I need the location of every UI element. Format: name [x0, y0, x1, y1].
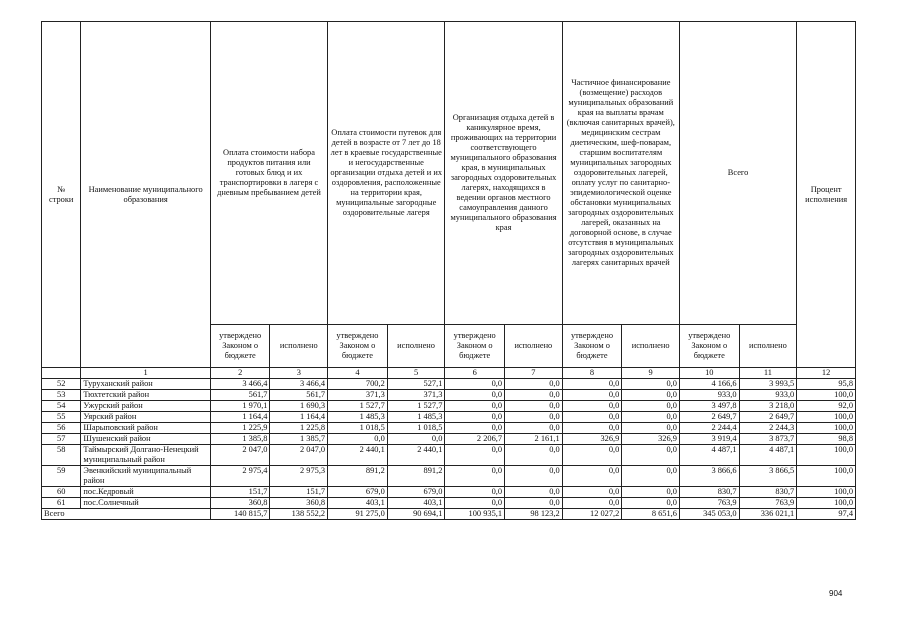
value-cell: 933,0: [679, 390, 739, 401]
value-cell: 0,0: [387, 434, 445, 445]
total-label: Всего: [42, 509, 211, 520]
value-cell: 0,0: [505, 412, 563, 423]
total-value-cell: 12 027,2: [562, 509, 622, 520]
value-cell: 891,2: [387, 466, 445, 487]
total-value-cell: 8 651,6: [622, 509, 680, 520]
row-number: 55: [42, 412, 81, 423]
value-cell: 561,7: [210, 390, 270, 401]
value-cell: 2 649,7: [739, 412, 797, 423]
row-number: 56: [42, 423, 81, 434]
row-number: 57: [42, 434, 81, 445]
value-cell: 0,0: [622, 487, 680, 498]
value-cell: 0,0: [622, 445, 680, 466]
row-number: 60: [42, 487, 81, 498]
value-cell: 0,0: [562, 466, 622, 487]
column-index: 2: [210, 368, 270, 379]
value-cell: 3 919,4: [679, 434, 739, 445]
municipality-name: пос.Солнечный: [81, 498, 210, 509]
value-cell: 3 873,7: [739, 434, 797, 445]
column-index: 11: [739, 368, 797, 379]
municipality-name: Шушенский район: [81, 434, 210, 445]
value-cell: 0,0: [445, 379, 505, 390]
value-cell: 0,0: [562, 498, 622, 509]
value-cell: 0,0: [505, 401, 563, 412]
value-cell: 403,1: [387, 498, 445, 509]
column-index: 3: [270, 368, 328, 379]
value-cell: 1 018,5: [387, 423, 445, 434]
value-cell: 0,0: [328, 434, 388, 445]
value-cell: 0,0: [445, 466, 505, 487]
subheader-executed: исполнено: [387, 325, 445, 368]
value-cell: 830,7: [679, 487, 739, 498]
total-value-cell: 336 021,1: [739, 509, 797, 520]
value-cell: 0,0: [562, 379, 622, 390]
percent-cell: 100,0: [797, 466, 856, 487]
value-cell: 763,9: [739, 498, 797, 509]
percent-cell: 100,0: [797, 487, 856, 498]
value-cell: 830,7: [739, 487, 797, 498]
table-row: [42, 390, 856, 401]
value-cell: 1 164,4: [210, 412, 270, 423]
value-cell: 2 161,1: [505, 434, 563, 445]
value-cell: 0,0: [505, 390, 563, 401]
column-index: [42, 368, 81, 379]
value-cell: 0,0: [622, 466, 680, 487]
municipality-name: пос.Кедровый: [81, 487, 210, 498]
subheader-approved: утверждено Законом о бюджете: [445, 325, 505, 368]
header-group-4: Частичное финансирование (возмещение) расходов муниципальных образований края на выплаты врачам (включая санитарных врачей), медицинским сестрам диетическим, шеф-поварам, старшим воспитателям муниципальных загородных оздоровительных лагерей, оплату услуг по санитарно-эпидемиологической оценке обстановки муниципальных загородных оздоровительных лагерей, оказанных на договорной основе, в случае отсутствия в муниципальных загородных оздоровительных лагерях санитарных врачей: [562, 22, 679, 325]
value-cell: 1 485,3: [328, 412, 388, 423]
value-cell: 2 440,1: [387, 445, 445, 466]
value-cell: 0,0: [562, 412, 622, 423]
row-number: 54: [42, 401, 81, 412]
value-cell: 1 485,3: [387, 412, 445, 423]
subheader-approved: утверждено Законом о бюджете: [562, 325, 622, 368]
value-cell: 151,7: [270, 487, 328, 498]
value-cell: 0,0: [445, 445, 505, 466]
value-cell: 3 497,8: [679, 401, 739, 412]
header-row: [42, 22, 856, 325]
value-cell: 4 166,6: [679, 379, 739, 390]
percent-cell: 100,0: [797, 445, 856, 466]
municipality-name: Уярский район: [81, 412, 210, 423]
value-cell: 1 164,4: [270, 412, 328, 423]
value-cell: 0,0: [622, 401, 680, 412]
total-value-cell: 100 935,1: [445, 509, 505, 520]
total-value-cell: 345 053,0: [679, 509, 739, 520]
header-row-no: № строки: [42, 22, 81, 368]
value-cell: 0,0: [622, 379, 680, 390]
value-cell: 700,2: [328, 379, 388, 390]
value-cell: 3 218,0: [739, 401, 797, 412]
value-cell: 0,0: [445, 390, 505, 401]
value-cell: 4 487,1: [679, 445, 739, 466]
column-index: 5: [387, 368, 445, 379]
row-number: 53: [42, 390, 81, 401]
subheader-executed: исполнено: [622, 325, 680, 368]
value-cell: 0,0: [445, 401, 505, 412]
value-cell: 2 975,4: [210, 466, 270, 487]
report-table: [41, 21, 856, 520]
subheader-executed: исполнено: [505, 325, 563, 368]
page-number: 904: [829, 589, 843, 598]
value-cell: 1 527,7: [387, 401, 445, 412]
value-cell: 2 649,7: [679, 412, 739, 423]
value-cell: 0,0: [445, 423, 505, 434]
percent-cell: 92,0: [797, 401, 856, 412]
value-cell: 1 385,7: [270, 434, 328, 445]
column-index: 8: [562, 368, 622, 379]
total-value-cell: 90 694,1: [387, 509, 445, 520]
column-index: 1: [81, 368, 210, 379]
table-row: [42, 401, 856, 412]
municipality-name: Тюхтетский район: [81, 390, 210, 401]
value-cell: 0,0: [505, 423, 563, 434]
total-percent-cell: 97,4: [797, 509, 856, 520]
header-total: Всего: [679, 22, 796, 325]
row-number: 58: [42, 445, 81, 466]
value-cell: 0,0: [505, 466, 563, 487]
value-cell: 527,1: [387, 379, 445, 390]
table-row: [42, 487, 856, 498]
value-cell: 561,7: [270, 390, 328, 401]
row-number: 61: [42, 498, 81, 509]
value-cell: 3 866,5: [739, 466, 797, 487]
value-cell: 679,0: [387, 487, 445, 498]
value-cell: 891,2: [328, 466, 388, 487]
header-percent: Процент исполнения: [797, 22, 856, 368]
value-cell: 1 225,9: [210, 423, 270, 434]
table-row: [42, 434, 856, 445]
value-cell: 1 225,8: [270, 423, 328, 434]
municipality-name: Эвенкийский муниципальный район: [81, 466, 210, 487]
value-cell: 0,0: [505, 445, 563, 466]
value-cell: 360,8: [270, 498, 328, 509]
value-cell: 0,0: [622, 412, 680, 423]
value-cell: 2 047,0: [270, 445, 328, 466]
value-cell: 0,0: [505, 379, 563, 390]
total-row: [42, 509, 856, 520]
value-cell: 326,9: [622, 434, 680, 445]
value-cell: 326,9: [562, 434, 622, 445]
row-number: 52: [42, 379, 81, 390]
municipality-name: Туруханский район: [81, 379, 210, 390]
percent-cell: 100,0: [797, 498, 856, 509]
header-group-3: Организация отдыха детей в каникулярное время, проживающих на территории соответствующего муниципального образования края, в муниципальных загородных оздоровительных лагерях, находящихся в ведении органов местного самоуправления данного муниципального образования края: [445, 22, 562, 325]
value-cell: 1 527,7: [328, 401, 388, 412]
value-cell: 3 466,4: [270, 379, 328, 390]
municipality-name: Шарыповский район: [81, 423, 210, 434]
value-cell: 933,0: [739, 390, 797, 401]
value-cell: 0,0: [622, 423, 680, 434]
value-cell: 2 975,3: [270, 466, 328, 487]
subheader-approved: утверждено Законом о бюджете: [210, 325, 270, 368]
value-cell: 0,0: [445, 412, 505, 423]
subheader-approved: утверждено Законом о бюджете: [328, 325, 388, 368]
value-cell: 4 487,1: [739, 445, 797, 466]
value-cell: 3 866,6: [679, 466, 739, 487]
value-cell: 0,0: [505, 498, 563, 509]
municipality-name: Таймырский Долгано-Ненецкий муниципальный район: [81, 445, 210, 466]
table-row: [42, 379, 856, 390]
value-cell: 679,0: [328, 487, 388, 498]
value-cell: 2 206,7: [445, 434, 505, 445]
total-value-cell: 138 552,2: [270, 509, 328, 520]
value-cell: 1 018,5: [328, 423, 388, 434]
value-cell: 1 385,8: [210, 434, 270, 445]
percent-cell: 100,0: [797, 412, 856, 423]
header-group-1: Оплата стоимости набора продуктов питания или готовых блюд и их транспортировки в лагеря с дневным пребыванием детей: [210, 22, 327, 325]
value-cell: 0,0: [562, 423, 622, 434]
header-group-2: Оплата стоимости путевок для детей в возрасте от 7 лет до 18 лет в краевые государственные и негосударственные организации отдыха детей и их оздоровления, расположенные на территории края, муниципальные загородные оздоровительные лагеря: [328, 22, 445, 325]
header-name: Наименование муниципального образования: [81, 22, 210, 368]
value-cell: 0,0: [562, 390, 622, 401]
value-cell: 3 466,4: [210, 379, 270, 390]
table-row: [42, 423, 856, 434]
column-index: 12: [797, 368, 856, 379]
value-cell: 0,0: [622, 390, 680, 401]
value-cell: 2 244,3: [739, 423, 797, 434]
value-cell: 2 047,0: [210, 445, 270, 466]
percent-cell: 95,8: [797, 379, 856, 390]
value-cell: 763,9: [679, 498, 739, 509]
value-cell: 0,0: [445, 487, 505, 498]
percent-cell: 100,0: [797, 390, 856, 401]
value-cell: 1 970,1: [210, 401, 270, 412]
value-cell: 0,0: [562, 445, 622, 466]
column-index: 7: [505, 368, 563, 379]
value-cell: 1 690,3: [270, 401, 328, 412]
value-cell: 2 440,1: [328, 445, 388, 466]
value-cell: 0,0: [622, 498, 680, 509]
value-cell: 371,3: [328, 390, 388, 401]
table-row: [42, 498, 856, 509]
row-number: 59: [42, 466, 81, 487]
value-cell: 0,0: [562, 401, 622, 412]
table-row: [42, 412, 856, 423]
column-index: 6: [445, 368, 505, 379]
value-cell: 0,0: [505, 487, 563, 498]
total-value-cell: 140 815,7: [210, 509, 270, 520]
column-index-row: [42, 368, 856, 379]
table-row: [42, 445, 856, 466]
column-index: 10: [679, 368, 739, 379]
value-cell: 360,8: [210, 498, 270, 509]
column-index: 4: [328, 368, 388, 379]
percent-cell: 100,0: [797, 423, 856, 434]
column-index: 9: [622, 368, 680, 379]
value-cell: 403,1: [328, 498, 388, 509]
subheader-executed: исполнено: [270, 325, 328, 368]
municipality-name: Ужурский район: [81, 401, 210, 412]
total-value-cell: 98 123,2: [505, 509, 563, 520]
value-cell: 371,3: [387, 390, 445, 401]
percent-cell: 98,8: [797, 434, 856, 445]
subheader-approved: утверждено Законом о бюджете: [679, 325, 739, 368]
value-cell: 151,7: [210, 487, 270, 498]
total-value-cell: 91 275,0: [328, 509, 388, 520]
value-cell: 0,0: [562, 487, 622, 498]
value-cell: 0,0: [445, 498, 505, 509]
table-row: [42, 466, 856, 487]
subheader-executed: исполнено: [739, 325, 797, 368]
value-cell: 3 993,5: [739, 379, 797, 390]
value-cell: 2 244,4: [679, 423, 739, 434]
